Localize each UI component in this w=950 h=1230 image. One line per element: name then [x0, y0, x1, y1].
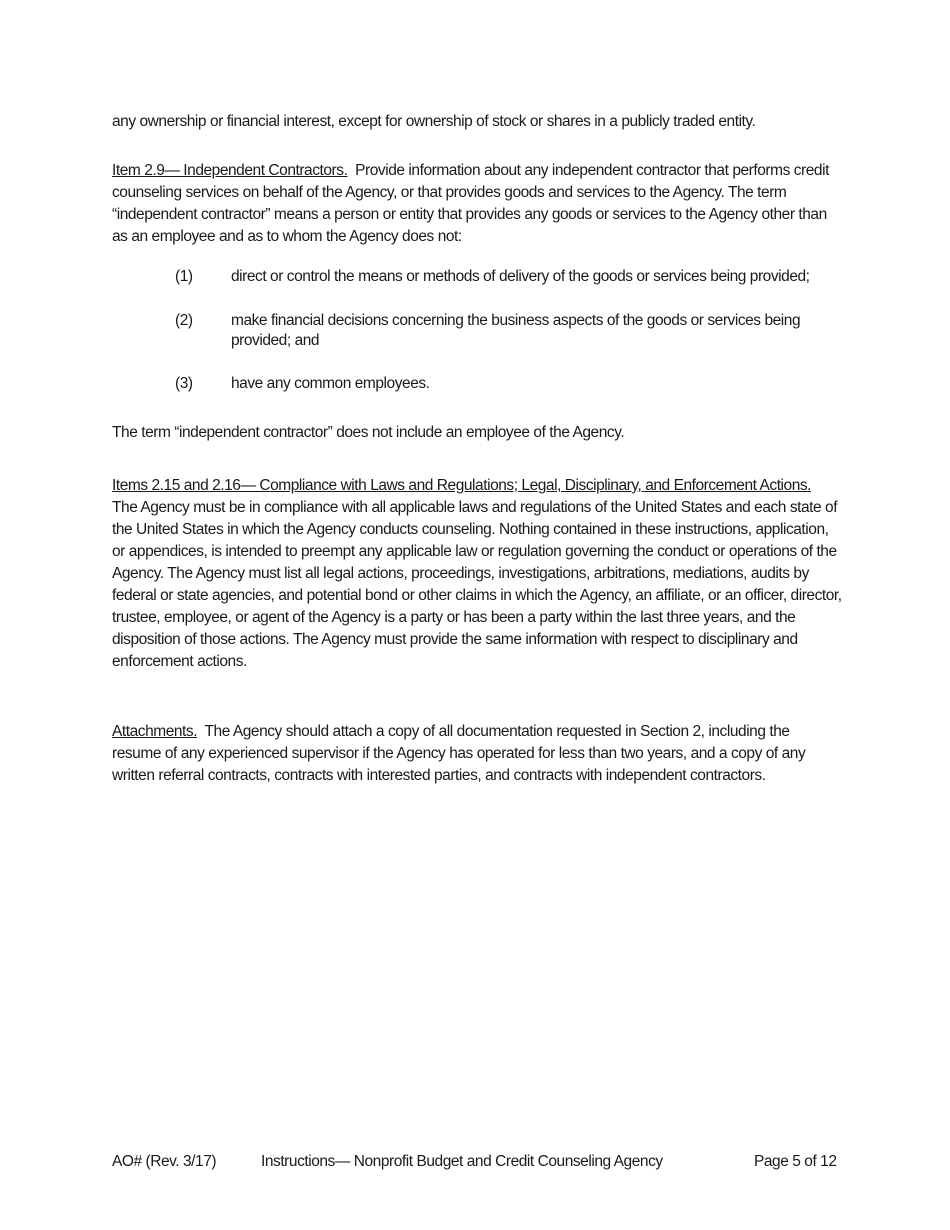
continued-paragraph	[112, 111, 842, 133]
continued-paragraph-text: any ownership or financial interest, except for ownership of stock or shares in a publicly traded entity.	[112, 113, 756, 130]
item-2-9-paragraph	[112, 160, 842, 248]
list-item-number: (1)	[175, 268, 193, 285]
list-item-text: have any common employees.	[231, 375, 430, 392]
items-2-15-2-16-body: The Agency must be in compliance with all applicable laws and regulations of the United States and each state of the United States in which the Agency conducts counseling. Nothing contained in these instructions, application, or appendices, is intended to preempt any applicable law or regulation governing the conduct or operations of the Agency. The Agency must list all legal actions, proceedings, investigations, arbitrations, mediations, audits by federal or state agencies, and potential bond or other claims in which the Agency, an affiliate, or an officer, director, trustee, employee, or agent of the Agency is a party or has been a party within the last three years, and the disposition of those actions. The Agency must provide the same information with respect to disciplinary and enforcement actions.	[112, 499, 842, 670]
items-2-15-2-16-paragraph	[112, 475, 842, 673]
footer-form-id: AO# (Rev. 3/17)	[112, 1153, 217, 1170]
attachments-body: The Agency should attach a copy of all documentation requested in Section 2, including the resume of any experienced supervisor if the Agency has operated for less than two years, and a copy of any written referral contracts, contracts with interested parties, and contracts with independent contractors.	[112, 723, 806, 784]
list-item-number: (2)	[175, 312, 193, 329]
footer-page-number: Page 5 of 12	[754, 1153, 837, 1170]
item-2-9-body: Provide information about any independent contractor that performs credit counseling services on behalf of the Agency, or that provides goods and services to the Agency. The term “independent contractor” means a person or entity that provides any goods or services to the Agency other than as an employee and as to whom the Agency does not:	[112, 162, 829, 245]
footer-title: Instructions— Nonprofit Budget and Credit Counseling Agency	[261, 1153, 663, 1170]
attachments-paragraph	[112, 721, 842, 787]
item-2-9-heading: Item 2.9— Independent Contractors.	[112, 162, 348, 179]
list-item-number: (3)	[175, 375, 193, 392]
attachments-heading: Attachments.	[112, 723, 198, 740]
closing-sentence-text: The term “independent contractor” does not include an employee of the Agency.	[112, 424, 625, 441]
list-item-text: make financial decisions concerning the business aspects of the goods or services being provided; and	[231, 312, 801, 349]
list-item-text: direct or control the means or methods of delivery of the goods or services being provided;	[231, 268, 810, 285]
items-2-15-2-16-heading: Items 2.15 and 2.16— Compliance with Laws and Regulations; Legal, Disciplinary, and Enforcement Actions.	[112, 477, 812, 494]
closing-sentence	[112, 422, 842, 444]
